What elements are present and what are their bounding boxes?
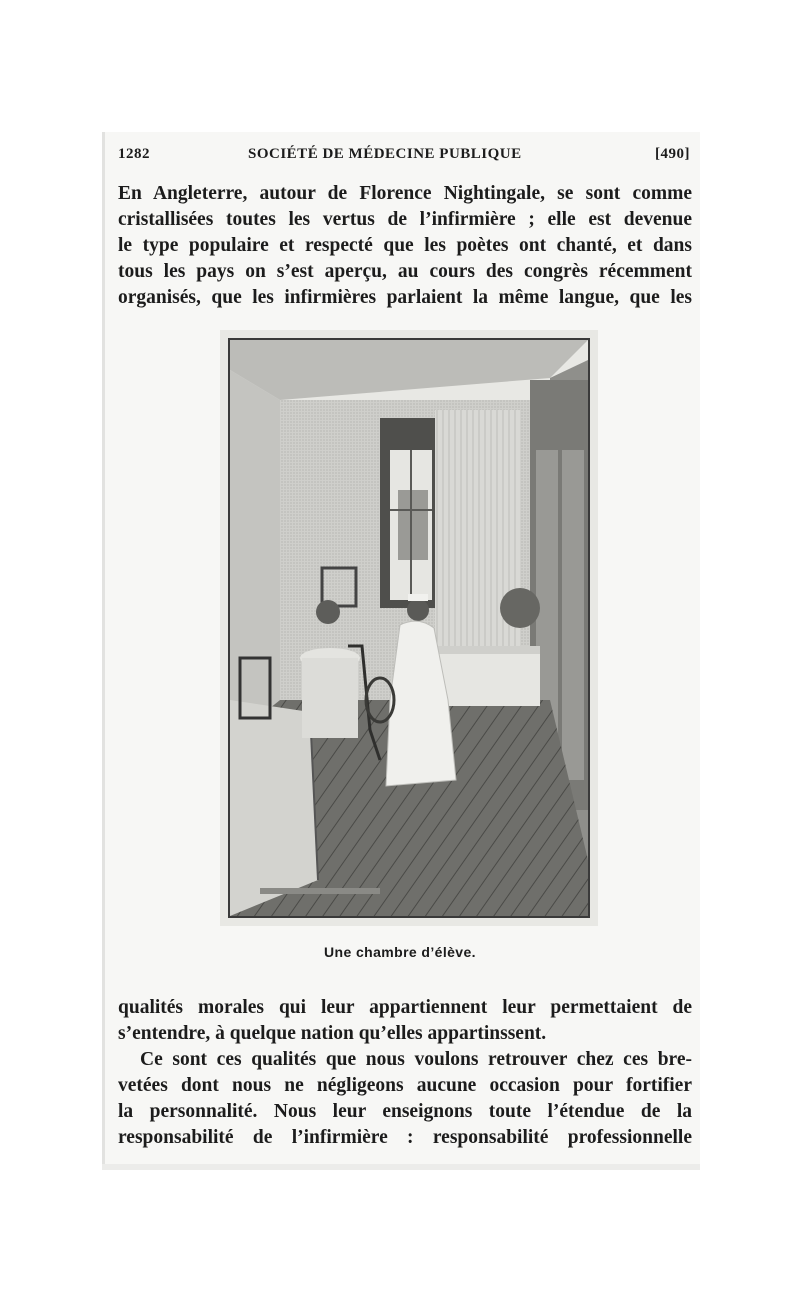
paragraph-bottom — [118, 995, 692, 1151]
text-line: vetées dont nous ne négligeons aucune occasion pour fortifier — [118, 1075, 692, 1096]
text-line: la personnalité. Nous leur enseignons toute l’étendue de la — [118, 1101, 692, 1122]
text-line: En Angleterre, autour de Florence Nightingale, se sont comme — [118, 183, 692, 204]
text-line: le type populaire et respecté que les poètes ont chanté, et dans — [118, 235, 692, 256]
text-line: Ce sont ces qualités que nous voulons retrouver chez ces bre- — [140, 1049, 692, 1070]
figure-caption: Une chambre d’élève. — [324, 944, 476, 960]
text-line: s’entendre, à quelque nation qu’elles appartinssent. — [118, 1023, 547, 1044]
text-line: qualités morales qui leur appartiennent leur permettaient de — [118, 997, 692, 1018]
running-title: SOCIÉTÉ DE MÉDECINE PUBLIQUE — [248, 146, 522, 162]
running-header — [118, 146, 690, 166]
text-line: responsabilité de l’infirmière : responsabilité professionnelle — [118, 1127, 692, 1148]
photo-figure — [220, 330, 598, 926]
page-edge-shadow — [102, 132, 105, 1164]
text-line: cristallisées toutes les vertus de l’infirmière ; elle est devenue — [118, 209, 692, 230]
room-illustration — [230, 340, 588, 916]
text-line: tous les pays on s’est aperçu, au cours des congrès récemment — [118, 261, 692, 282]
page-number: 1282 — [118, 146, 150, 162]
text-line: organisés, que les infirmières parlaient la même langue, que les — [118, 287, 692, 308]
room-photograph — [228, 338, 590, 918]
bracket-number: [490] — [655, 146, 690, 162]
paragraph-top — [118, 181, 692, 311]
